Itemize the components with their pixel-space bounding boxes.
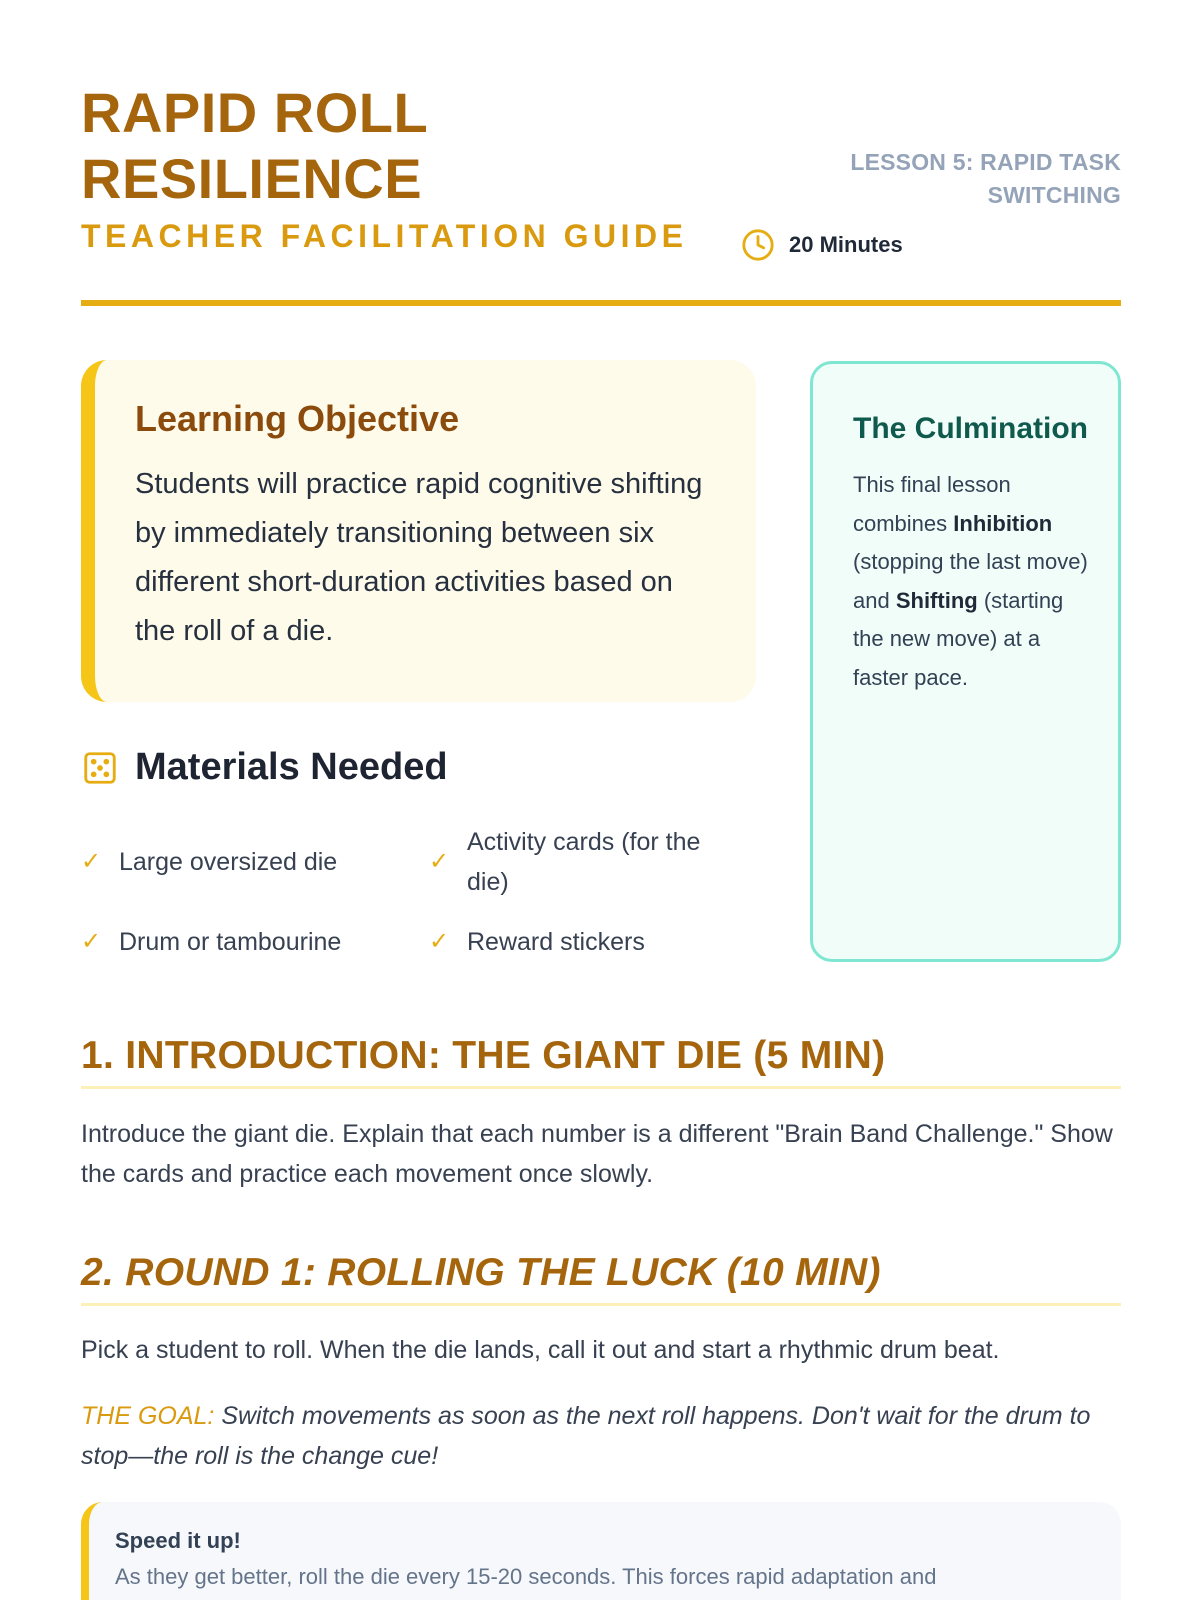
check-icon: ✓: [429, 848, 450, 875]
clock-icon: [741, 228, 775, 262]
objective-heading: Learning Objective: [135, 398, 460, 439]
dice-icon: [81, 749, 119, 787]
culmination-text: This final lesson combines Inhibition (stopping the last move) and Shifting (starting the new move) at a faster pace.: [853, 472, 1088, 690]
tip-text: As they get better, roll the die every 15-20 seconds. This forces rapid adaptation and: [115, 1564, 937, 1589]
material-item: ✓ Large oversized die: [81, 842, 401, 882]
duration-badge: [741, 228, 903, 262]
lesson-label: LESSON 5: RAPID TASK SWITCHING: [850, 149, 1121, 208]
check-icon: ✓: [81, 848, 102, 875]
page-title: RAPID ROLL RESILIENCE: [81, 81, 428, 210]
round-1-text: Pick a student to roll. When the die lands, call it out and start a rhythmic drum beat.: [81, 1336, 1000, 1364]
section-heading-introduction: 1. INTRODUCTION: THE GIANT DIE (5 MIN): [81, 1034, 1121, 1089]
tip-heading: Speed it up!: [115, 1528, 241, 1553]
header-divider: [81, 300, 1121, 306]
check-icon: ✓: [429, 928, 450, 955]
section-heading-round-1: 2. ROUND 1: ROLLING THE LUCK (10 MIN): [81, 1251, 1121, 1306]
inhibition-term: Inhibition: [953, 510, 1053, 536]
material-item: ✓ Drum or tambourine: [81, 922, 401, 962]
shifting-term: Shifting: [895, 587, 978, 613]
learning-objective-card: [81, 360, 756, 702]
material-item: ✓ Reward stickers: [429, 922, 729, 962]
introduction-text: Introduce the giant die. Explain that each number is a different "Brain Band Challenge." Show the cards and practice each movement once slowly.: [81, 1120, 1113, 1188]
materials-heading: Materials Needed: [135, 746, 448, 788]
facilitation-guide-page: [81, 0, 1121, 1600]
duration-text: 20 Minutes: [789, 232, 903, 257]
culmination-heading: The Culmination: [853, 412, 1088, 445]
materials-header: [81, 746, 448, 789]
goal-label: THE GOAL:: [81, 1402, 215, 1430]
culmination-card: [810, 361, 1121, 962]
round-1-goal: THE GOAL: Switch movements as soon as the next roll happens. Don't wait for the drum to stop—the roll is the change cue!: [81, 1402, 1091, 1470]
speed-tip-callout: [81, 1502, 1121, 1600]
objective-text: Students will practice rapid cognitive shifting by immediately transitioning between six different short-duration activities based on the roll of a die.: [135, 468, 703, 647]
check-icon: ✓: [81, 928, 102, 955]
page-subtitle: TEACHER FACILITATION GUIDE: [81, 218, 688, 254]
material-item: ✓ Activity cards (for the die): [429, 828, 701, 896]
